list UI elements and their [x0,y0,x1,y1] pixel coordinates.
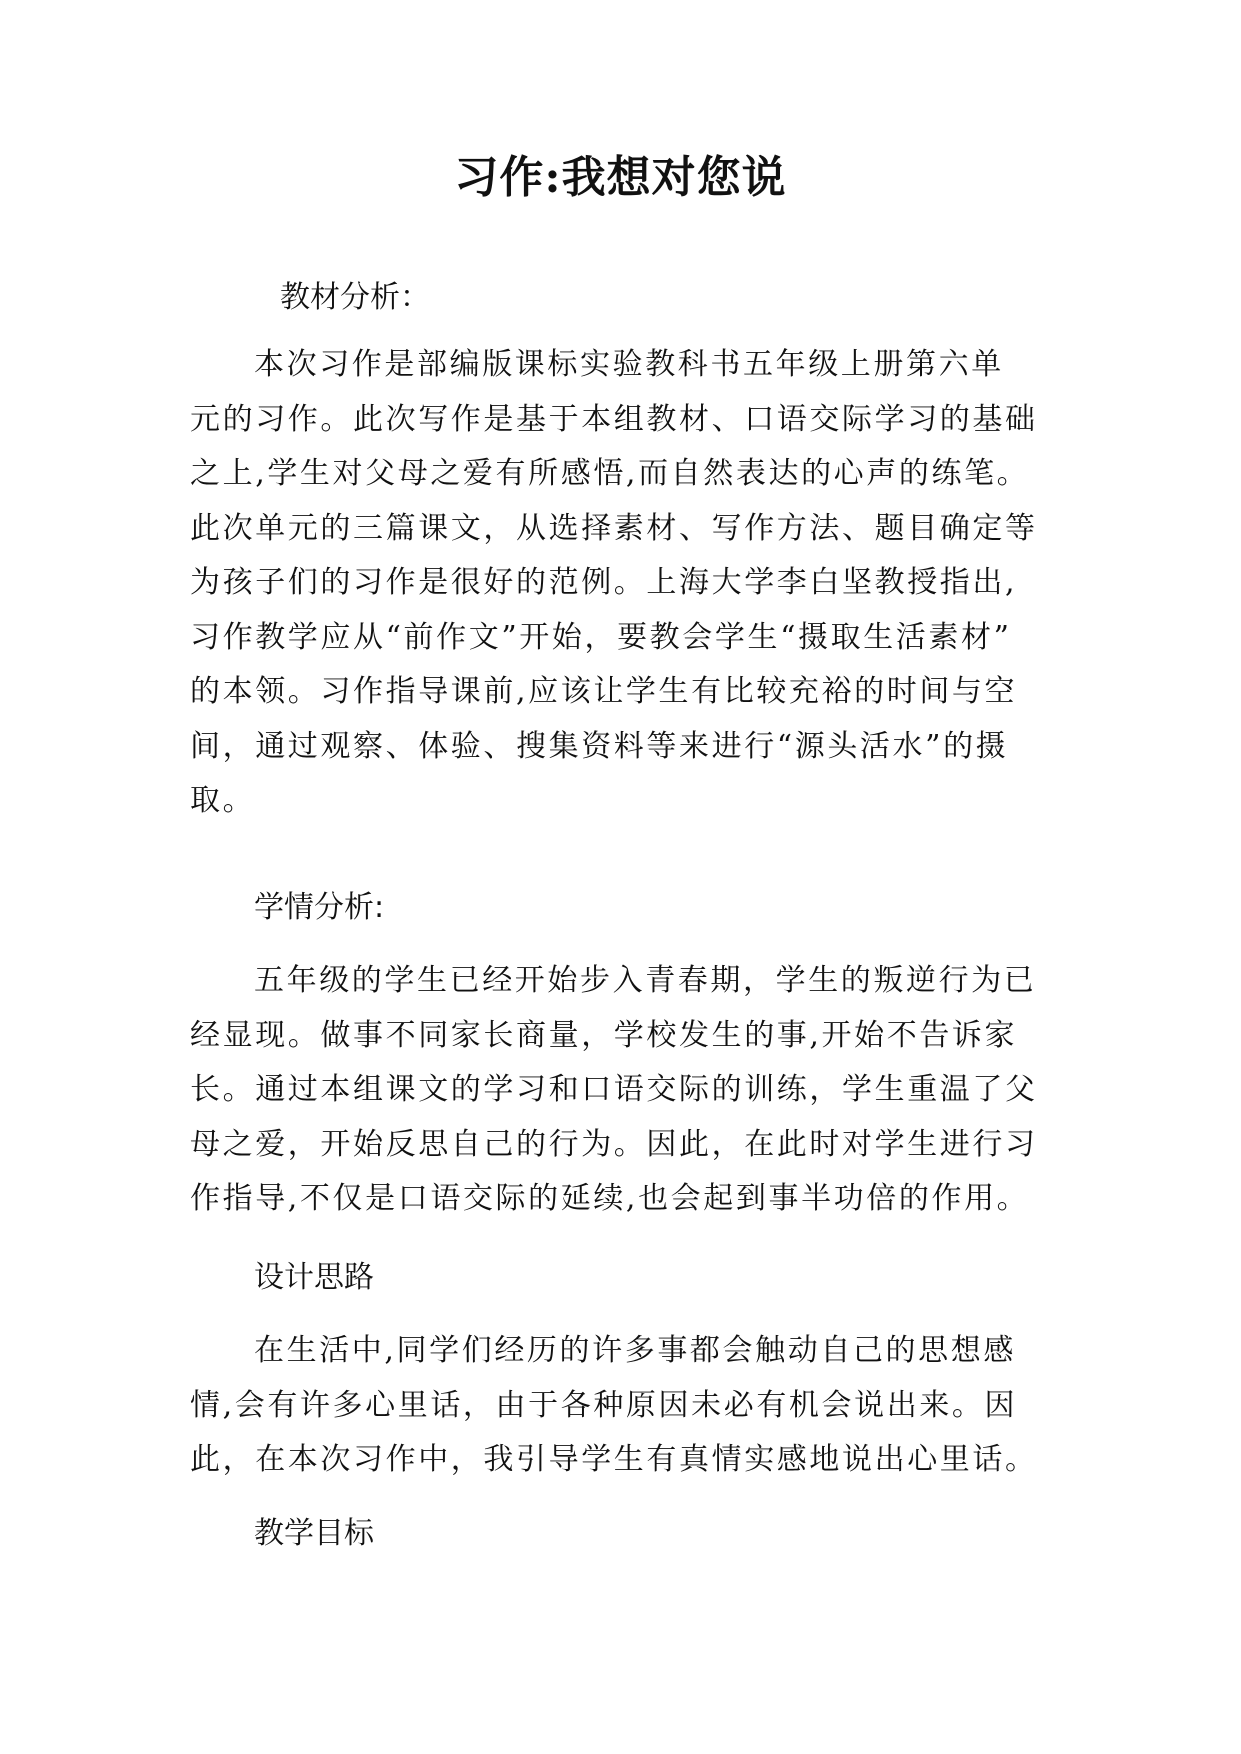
paragraph-line: 作指导,不仅是口语交际的延续,也会起到事半功倍的作用。 [190,1181,1030,1216]
section-heading-design-idea: 设计思路 [254,1260,374,1295]
paragraph-line: 的本领。习作指导课前,应该让学生有比较充裕的时间与空 [190,674,1018,709]
paragraph-line: 在生活中,同学们经历的许多事都会触动自己的思想感 [254,1333,1016,1368]
section-body-textbook-analysis [190,338,1070,829]
paragraph-line: 习作教学应从“前作文”开始，要教会学生“摄取生活素材” [190,619,1012,655]
paragraph-line: 此次单元的三篇课文，从选择素材、写作方法、题目确定等 [190,510,1038,546]
paragraph-line: 取。 [190,783,256,818]
paragraph-line: 之上,学生对父母之爱有所感悟,而自然表达的心声的练笔。 [190,456,1030,491]
paragraph-line: 经显现。做事不同家长商量，学校发生的事,开始不告诉家 [190,1017,1018,1053]
paragraph-line: 为孩子们的习作是很好的范例。上海大学李白坚教授指出, [190,565,1018,600]
section-heading-student-analysis: 学情分析: [254,890,385,925]
paragraph-line: 此，在本次习作中，我引导学生有真情实感地说出心里话。 [190,1442,1038,1477]
paragraph-line: 元的习作。此次写作是基于本组教材、口语交际学习的基础 [190,401,1038,437]
section-heading-textbook-analysis: 教材分析： [280,280,430,315]
section-heading-teaching-goals: 教学目标 [254,1516,374,1551]
paragraph-line: 间，通过观察、体验、搜集资料等来进行“源头活水”的摄 [190,728,1009,764]
section-body-student-analysis [190,954,1070,1227]
section-body-design-idea [190,1324,1070,1488]
paragraph-line: 本次习作是部编版课标实验教科书五年级上册第六单 [254,347,1004,382]
paragraph-line: 五年级的学生已经开始步入青春期，学生的叛逆行为已 [254,963,1037,998]
document-title: 习作:我想对您说 [454,152,787,203]
paragraph-line: 母之爱，开始反思自己的行为。因此，在此时对学生进行习 [190,1126,1038,1162]
paragraph-line: 情,会有许多心里话，由于各种原因未必有机会说出来。因 [190,1387,1018,1423]
paragraph-line: 长。通过本组课文的学习和口语交际的训练，学生重温了父 [190,1072,1038,1107]
